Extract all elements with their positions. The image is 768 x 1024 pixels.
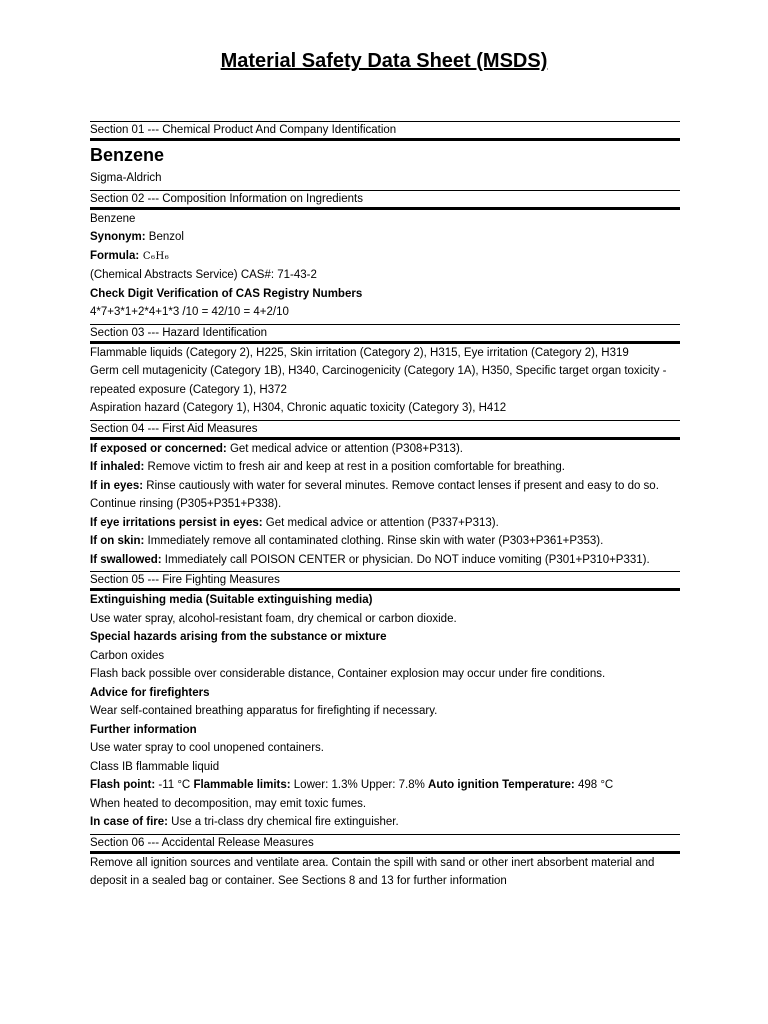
flash-point-line: Flash point: -11 °C Flammable limits: Lower: 1.3% Upper: 7.8% Auto ignition Temperature: 498 °C [90,779,614,791]
check-digit-label: Check Digit Verification of CAS Registry Numbers [90,287,363,300]
section-02-header: Section 02 --- Composition Information on Ingredients [90,190,680,210]
hazard-line-3: Aspiration hazard (Category 1), H304, Chronic aquatic toxicity (Category 3), H412 [90,402,507,414]
synonym-value: Benzol [145,231,184,243]
accidental-release-text: Remove all ignition sources and ventilate area. Contain the spill with sand or other inert absorbent material and deposit in a sealed bag or container. See Sections 8 and 13 for further information [90,856,655,887]
section-03-header: Section 03 --- Hazard Identification [90,324,680,344]
document-content [90,119,680,891]
extinguishing-media-text: Use water spray, alcohol-resistant foam, dry chemical or carbon dioxide. [90,612,457,625]
first-aid-inhaled: If inhaled: Remove victim to fresh air and keep at rest in a position comfortable for breathing. [90,461,565,473]
cas-number: (Chemical Abstracts Service) CAS#: 71-43-2 [90,269,317,281]
further-info-text-2: Class IB flammable liquid [90,760,220,773]
first-aid-exposed: If exposed or concerned: Get medical advice or attention (P308+P313). [90,442,463,455]
special-hazards-text-1: Carbon oxides [90,649,165,662]
synonym-label: Synonym: [90,231,146,243]
further-info-label: Further information [90,723,197,736]
heated-decomposition: When heated to decomposition, may emit toxic fumes. [90,797,367,810]
section-06-header: Section 06 --- Accidental Release Measures [90,834,680,854]
formula-label: Formula: [90,249,140,262]
first-aid-swallowed: If swallowed: Immediately call POISON CENTER or physician. Do NOT induce vomiting (P301+P310+P331). [90,553,650,566]
special-hazards-label: Special hazards arising from the substance or mixture [90,631,387,643]
formula-line [90,247,680,267]
hazard-line-1: Flammable liquids (Category 2), H225, Skin irritation (Category 2), H315, Eye irritation (Category 2), H319 [90,346,629,359]
section-04-header: Section 04 --- First Aid Measures [90,420,680,440]
company-name: Sigma-Aldrich [90,172,162,184]
chemical-name: Benzene [90,145,165,165]
section-01-header: Section 01 --- Chemical Product And Company Identification [90,121,680,141]
check-digit-value: 4*7+3*1+2*4+1*3 /10 = 42/10 = 4+2/10 [90,306,289,318]
synonym-line [90,228,680,247]
hazard-line-2: Germ cell mutagenicity (Category 1B), H340, Carcinogenicity (Category 1A), H350, Specific target organ toxicity - repeated exposure (Category 1), H372 [90,365,667,396]
further-info-text-1: Use water spray to cool unopened containers. [90,742,324,754]
advice-text: Wear self-contained breathing apparatus for firefighting if necessary. [90,705,438,717]
first-aid-eye-irritation: If eye irritations persist in eyes: Get medical advice or attention (P337+P313). [90,516,499,529]
section-05-header: Section 05 --- Fire Fighting Measures [90,571,680,591]
in-case-of-fire: In case of fire: Use a tri-class dry chemical fire extinguisher. [90,816,399,828]
special-hazards-text-2: Flash back possible over considerable distance, Container explosion may occur under fire conditions. [90,668,606,680]
first-aid-eyes: If in eyes: Rinse cautiously with water for several minutes. Remove contact lenses if present and easy to do so. Continue rinsing (P305+P351+P338). [90,479,659,510]
extinguishing-media-label: Extinguishing media (Suitable extinguishing media) [90,594,373,606]
advice-label: Advice for firefighters [90,686,210,699]
formula-value: C₆H₆ [139,250,170,262]
document-title: Material Safety Data Sheet (MSDS) [220,50,548,72]
ingredient-name: Benzene [90,212,136,225]
first-aid-skin: If on skin: Immediately remove all contaminated clothing. Rinse skin with water (P303+P361+P353). [90,535,604,547]
